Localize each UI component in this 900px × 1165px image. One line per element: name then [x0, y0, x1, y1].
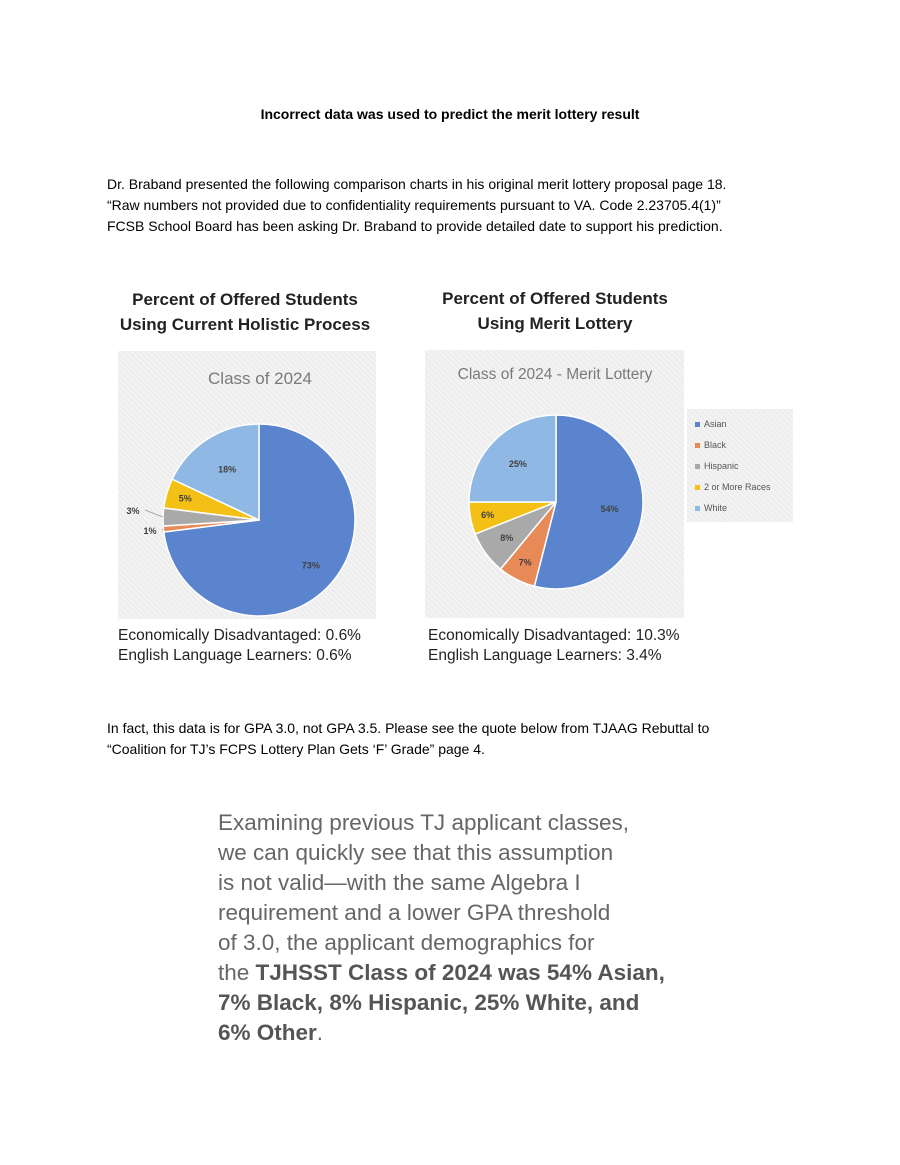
legend-label: White: [704, 503, 728, 513]
followup-paragraph: [107, 718, 807, 760]
legend-item-two-or-more: [695, 482, 771, 492]
quote-plain: .: [316, 1020, 324, 1045]
pie-data-label: 5%: [178, 493, 192, 504]
legend-label: Hispanic: [704, 461, 739, 471]
legend-swatch: [695, 422, 700, 427]
legend-swatch: [695, 464, 700, 469]
chart1-pie-chart: [118, 351, 376, 619]
quote-plain: the: [218, 960, 256, 985]
pie-leader-line: [145, 510, 163, 517]
pie-title: Class of 2024 - Merit Lottery: [457, 366, 653, 383]
chart2-pie-chart: [425, 350, 684, 618]
intro-paragraph: [107, 174, 807, 237]
chart1-english-learners: English Language Learners: 0.6%: [118, 647, 352, 664]
followup-line: In fact, this data is for GPA 3.0, not GPA 3.5. Please see the quote below from TJAAG Rebuttal to: [107, 720, 710, 736]
chart2-footer: [428, 626, 680, 666]
chart1-heading-line: Using Current Holistic Process: [119, 315, 371, 334]
pie-data-label: 8%: [500, 532, 514, 543]
legend-label: 2 or More Races: [704, 482, 771, 492]
legend-label: Asian: [704, 419, 727, 429]
chart2-english-learners: English Language Learners: 3.4%: [428, 647, 662, 664]
intro-line: FCSB School Board has been asking Dr. Braband to provide detailed date to support his prediction.: [107, 218, 723, 234]
quote-line: [218, 988, 718, 1018]
chart2-heading: [400, 286, 710, 336]
chart2-heading-line: Percent of Offered Students: [442, 289, 668, 308]
quote-line: we can quickly see that this assumption: [218, 840, 614, 865]
chart1-heading: [100, 287, 390, 337]
legend-item-asian: [695, 419, 727, 429]
pie-data-label: 25%: [508, 458, 527, 469]
legend-swatch: [695, 443, 700, 448]
legend-label: Black: [704, 440, 727, 450]
document-title: Incorrect data was used to predict the merit lottery result: [260, 106, 640, 122]
quote-line: [218, 1018, 718, 1048]
chart2-panel: [425, 350, 684, 618]
chart1-econ-disadvantaged: Economically Disadvantaged: 0.6%: [118, 627, 361, 644]
chart2-econ-disadvantaged: Economically Disadvantaged: 10.3%: [428, 627, 680, 644]
quote-bold: 6% Other: [218, 1020, 317, 1045]
pie-data-label: 6%: [481, 510, 495, 521]
legend-swatch: [695, 485, 700, 490]
intro-line: Dr. Braband presented the following comparison charts in his original merit lottery proposal page 18.: [107, 176, 727, 192]
quote-line: is not valid—with the same Algebra I: [218, 870, 581, 895]
pie-data-label: 1%: [143, 526, 157, 536]
followup-line: “Coalition for TJ’s FCPS Lottery Plan Gets ‘F’ Grade” page 4.: [107, 741, 485, 757]
chart1-heading-line: Percent of Offered Students: [132, 290, 358, 309]
pie-data-label: 7%: [518, 557, 532, 568]
chart2-legend: [687, 409, 793, 522]
quote-line: Examining previous TJ applicant classes,: [218, 810, 630, 835]
legend-item-white: [695, 503, 727, 513]
intro-line: “Raw numbers not provided due to confidentiality requirements pursuant to VA. Code 2.23705.4(1)”: [107, 197, 721, 213]
quote-bold: TJHSST Class of 2024 was 54% Asian,: [255, 960, 665, 985]
pie-data-label: 3%: [126, 506, 140, 516]
pie-data-label: 18%: [218, 464, 237, 475]
quote-image-text: [218, 808, 718, 1048]
chart1-footer: [118, 626, 361, 666]
pie-title: Class of 2024: [208, 369, 312, 388]
pie-data-label: 54%: [600, 503, 619, 514]
chart2-heading-line: Using Merit Lottery: [477, 314, 633, 333]
legend-item-black: [695, 440, 726, 450]
legend-item-hispanic: [695, 461, 739, 471]
legend-swatch: [695, 506, 700, 511]
quote-line: requirement and a lower GPA threshold: [218, 900, 611, 925]
chart1-panel: [118, 351, 376, 619]
quote-bold: 7% Black, 8% Hispanic, 25% White, and: [218, 990, 640, 1015]
quote-line: of 3.0, the applicant demographics for: [218, 930, 595, 955]
quote-line: [218, 958, 718, 988]
pie-data-label: 73%: [301, 560, 320, 571]
